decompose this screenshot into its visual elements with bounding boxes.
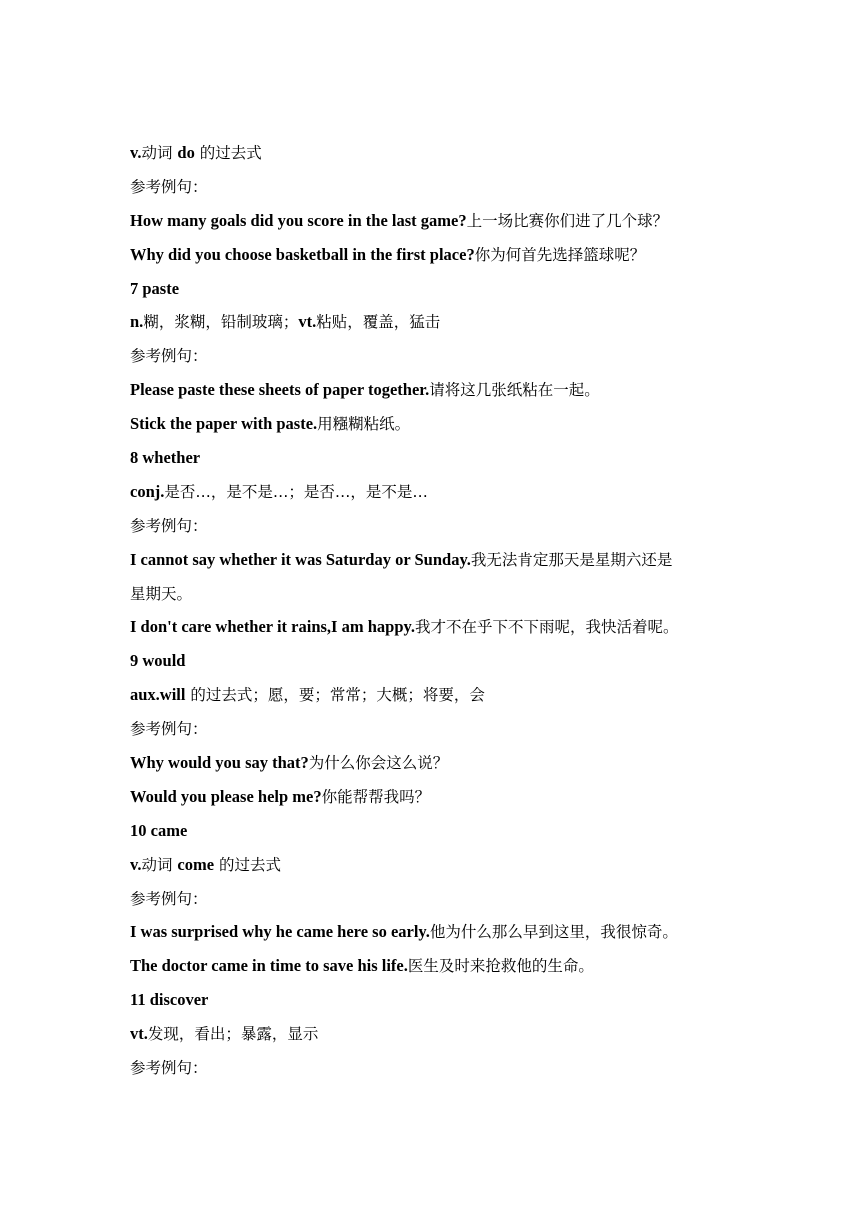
example-sentence: Why did you choose basketball in the first place?你为何首先选择篮球呢？ bbox=[130, 244, 646, 264]
example-sentence: I was surprised why he came here so early.他为什么那么早到这里，我很惊奇。 bbox=[130, 922, 678, 942]
example-heading: 参考例句： bbox=[130, 177, 208, 196]
definition-line: n.糊，浆糊，铅制玻璃；vt.粘贴，覆盖，猛击 bbox=[130, 312, 441, 332]
document-page bbox=[130, 136, 750, 1085]
example-sentence: Stick the paper with paste.用糨糊粘纸。 bbox=[130, 414, 411, 434]
example-sentence: How many goals did you score in the last game?上一场比赛你们进了几个球？ bbox=[130, 210, 669, 230]
example-sentence: I cannot say whether it was Saturday or Sunday.我无法肯定那天是星期六还是 bbox=[130, 549, 673, 569]
example-heading: 参考例句： bbox=[130, 1059, 208, 1078]
example-sentence: I don't care whether it rains,I am happy.我才不在乎下不下雨呢，我快活着呢。 bbox=[130, 617, 679, 637]
definition-line: v.动词 do 的过去式 bbox=[130, 143, 262, 162]
example-sentence: Why would you say that?为什么你会这么说？ bbox=[130, 753, 449, 773]
example-heading: 参考例句： bbox=[130, 889, 208, 908]
example-heading: 参考例句： bbox=[130, 347, 208, 366]
example-heading: 参考例句： bbox=[130, 516, 208, 535]
definition-line: v.动词 come 的过去式 bbox=[130, 854, 281, 874]
word-heading: 10 came bbox=[130, 820, 188, 840]
example-sentence-continuation: 星期天。 bbox=[130, 584, 193, 603]
word-heading: 11 discover bbox=[130, 990, 209, 1010]
example-sentence: Please paste these sheets of paper together.请将这几张纸粘在一起。 bbox=[130, 380, 600, 400]
definition-line: conj.是否…，是不是…；是否…，是不是… bbox=[130, 481, 428, 501]
example-sentence: Would you please help me?你能帮帮我吗？ bbox=[130, 786, 431, 806]
example-heading: 参考例句： bbox=[130, 720, 208, 739]
definition-line: vt.发现，看出；暴露，显示 bbox=[130, 1024, 319, 1044]
example-sentence: The doctor came in time to save his life.医生及时来抢救他的生命。 bbox=[130, 956, 594, 976]
word-heading: 7 paste bbox=[130, 278, 180, 298]
definition-line: aux.will 的过去式；愿，要；常常；大概；将要，会 bbox=[130, 685, 485, 705]
word-heading: 8 whether bbox=[130, 448, 201, 468]
word-heading: 9 would bbox=[130, 651, 186, 671]
